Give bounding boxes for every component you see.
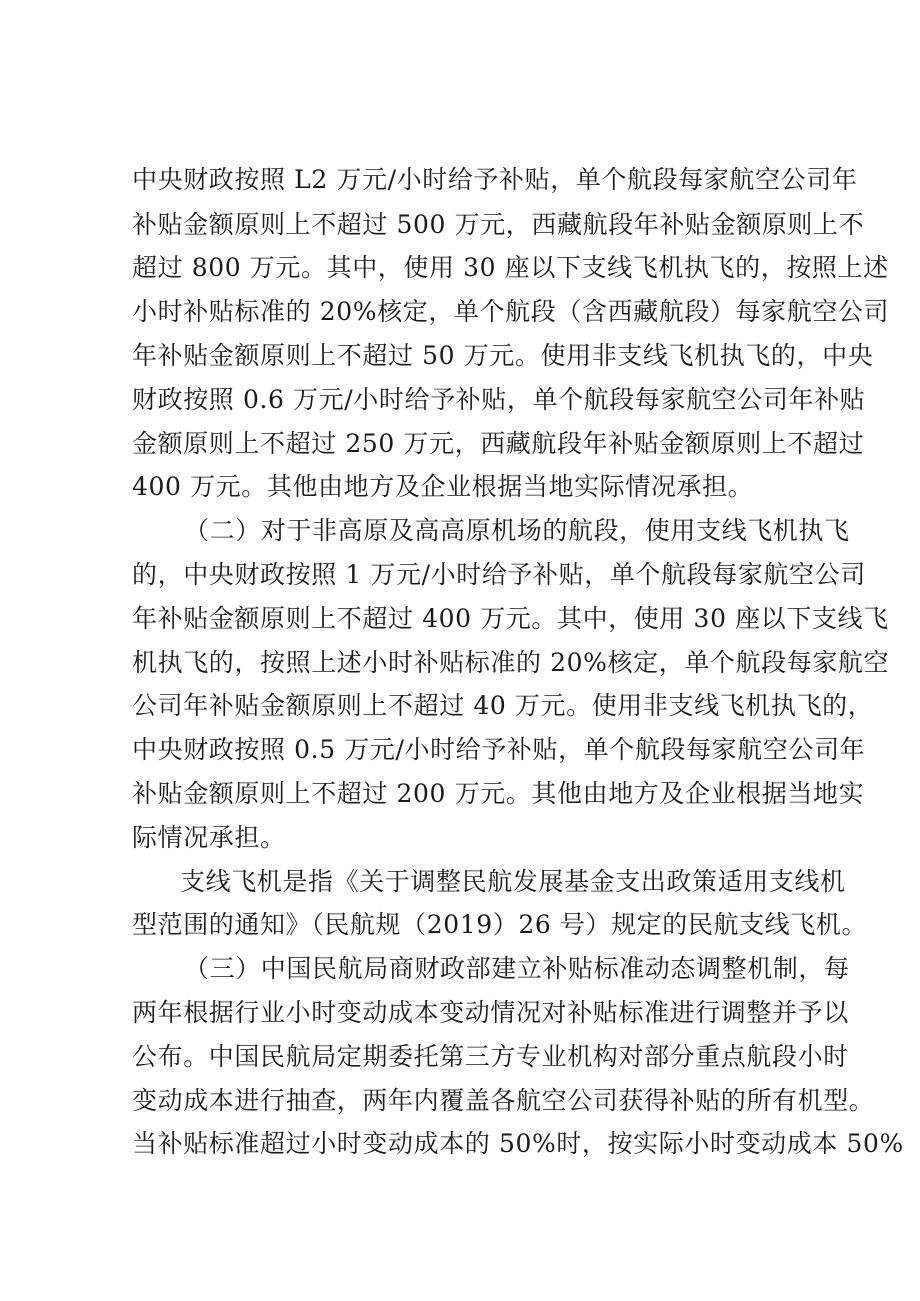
text-line: 中央财政按照 0.5 万元/小时给予补贴，单个航段每家航空公司年 xyxy=(132,735,866,764)
text-line: 补贴金额原则上不超过 500 万元，西藏航段年补贴金额原则上不 xyxy=(132,210,865,239)
text-line: 型范围的通知》（民航规（2019）26 号）规定的民航支线飞机。 xyxy=(132,910,868,939)
text-line: 的，中央财政按照 1 万元/小时给予补贴，单个航段每家航空公司 xyxy=(132,560,866,589)
paragraph-note-first-line: 支线飞机是指《关于调整民航发展基金支出政策适用支线机 xyxy=(180,867,846,896)
text-line: 超过 800 万元。其中，使用 30 座以下支线飞机执飞的，按照上述 xyxy=(132,253,889,282)
text-line: 变动成本进行抽查，两年内覆盖各航空公司获得补贴的所有机型。 xyxy=(132,1086,875,1115)
text-line: 财政按照 0.6 万元/小时给予补贴，单个航段每家航空公司年补贴 xyxy=(132,385,866,414)
text-line: 当补贴标准超过小时变动成本的 50%时，按实际小时变动成本 50% xyxy=(132,1129,904,1158)
text-line: 年补贴金额原则上不超过 400 万元。其中，使用 30 座以下支线飞 xyxy=(132,604,889,633)
paragraph-2-first-line: （二）对于非高原及高高原机场的航段，使用支线飞机执飞 xyxy=(184,516,850,545)
text-line: 小时补贴标准的 20%核定，单个航段（含西藏航段）每家航空公司 xyxy=(132,297,890,326)
text-line: 公司年补贴金额原则上不超过 40 万元。使用非支线飞机执飞的， xyxy=(132,691,874,720)
text-line: 中央财政按照 L2 万元/小时给予补贴，单个航段每家航空公司年 xyxy=(132,165,858,194)
text-line: 400 万元。其他由地方及企业根据当地实际情况承担。 xyxy=(132,472,754,501)
text-line: 公布。中国民航局定期委托第三方专业机构对部分重点航段小时 xyxy=(132,1042,849,1071)
paragraph-3-first-line: （三）中国民航局商财政部建立补贴标准动态调整机制，每 xyxy=(184,954,850,983)
text-line: 机执飞的，按照上述小时补贴标准的 20%核定，单个航段每家航空 xyxy=(132,648,890,677)
text-line: 补贴金额原则上不超过 200 万元。其他由地方及企业根据当地实 xyxy=(132,779,865,808)
text-line: 两年根据行业小时变动成本变动情况对补贴标准进行调整并予以 xyxy=(132,998,849,1027)
text-line: 际情况承担。 xyxy=(132,823,286,852)
text-line: 年补贴金额原则上不超过 50 万元。使用非支线飞机执飞的，中央 xyxy=(132,341,874,370)
text-line: 金额原则上不超过 250 万元，西藏航段年补贴金额原则上不超过 xyxy=(132,429,865,458)
